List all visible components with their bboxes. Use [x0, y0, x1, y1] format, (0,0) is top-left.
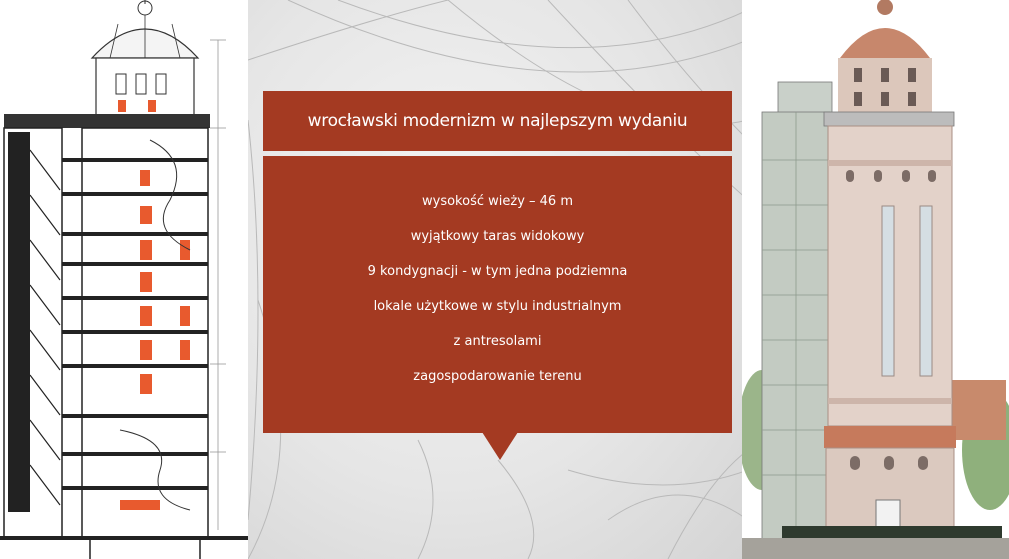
feature-item: z antresolami: [453, 334, 542, 349]
facade-rendering-image: [742, 0, 1009, 559]
feature-item: lokale użytkowe w stylu industrialnym: [373, 299, 622, 314]
facade-rendering: [742, 0, 1009, 559]
callout-pointer: [482, 432, 518, 460]
features-box: [263, 156, 732, 433]
section-drawing: [0, 0, 248, 559]
section-drawing-image: [0, 0, 248, 559]
title-banner: [263, 91, 732, 151]
title-text: wrocławski modernizm w najlepszym wydaniu: [307, 111, 688, 131]
feature-item: zagospodarowanie terenu: [413, 369, 582, 384]
feature-item: wyjątkowy taras widokowy: [410, 229, 585, 244]
features-list: [263, 192, 732, 402]
feature-item: 9 kondygnacji - w tym jedna podziemna: [367, 264, 628, 279]
feature-item: wysokość wieży – 46 m: [422, 194, 573, 209]
